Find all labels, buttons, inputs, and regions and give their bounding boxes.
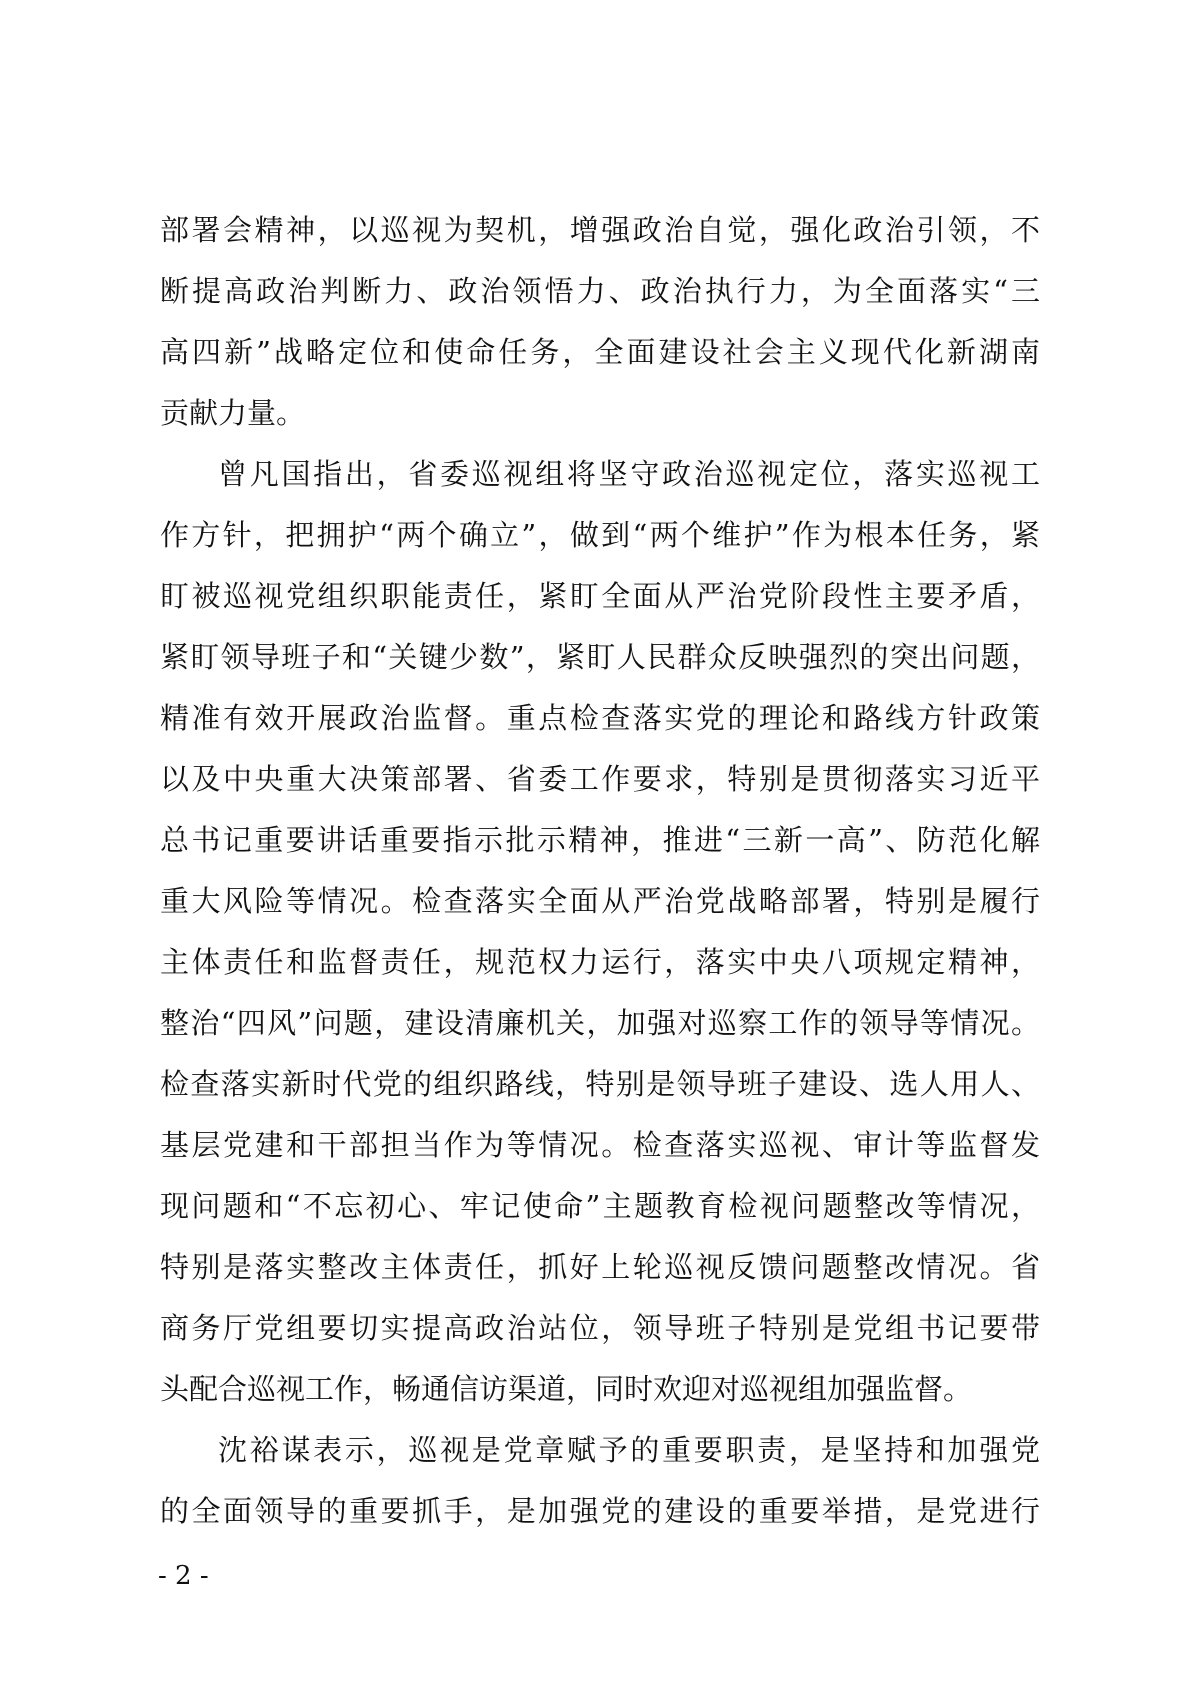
text-line: 基层党建和干部担当作为等情况。检查落实巡视、审计等监督发 [160, 1128, 1040, 1162]
text-line: 主体责任和监督责任，规范权力运行，落实中央八项规定精神， [160, 945, 1040, 979]
text-line: 现问题和“不忘初心、牢记使命”主题教育检视问题整改等情况， [160, 1189, 1040, 1223]
paragraph-2 [160, 444, 1040, 1420]
text-line: 以及中央重大决策部署、省委工作要求，特别是贯彻落实习近平 [160, 762, 1040, 796]
text-line: 检查落实新时代党的组织路线，特别是领导班子建设、选人用人、 [160, 1067, 1040, 1101]
text-line: 曾凡国指出，省委巡视组将坚守政治巡视定位，落实巡视工 [218, 457, 1040, 491]
text-line: 重大风险等情况。检查落实全面从严治党战略部署，特别是履行 [160, 884, 1040, 918]
text-line: 特别是落实整改主体责任，抓好上轮巡视反馈问题整改情况。省 [160, 1250, 1040, 1284]
paragraph-1 [160, 200, 1040, 444]
text-line: 精准有效开展政治监督。重点检查落实党的理论和路线方针政策 [160, 701, 1040, 735]
text-line: 整治“四风”问题，建设清廉机关，加强对巡察工作的领导等情况。 [160, 1006, 1040, 1040]
paragraph-3 [160, 1420, 1040, 1542]
text-line: 盯被巡视党组织职能责任，紧盯全面从严治党阶段性主要矛盾， [160, 579, 1040, 613]
text-line: 的全面领导的重要抓手，是加强党的建设的重要举措，是党进行 [160, 1494, 1040, 1528]
text-line: 沈裕谋表示，巡视是党章赋予的重要职责，是坚持和加强党 [218, 1433, 1040, 1467]
body-text [160, 200, 1040, 1542]
text-line: 作方针，把拥护“两个确立”，做到“两个维护”作为根本任务，紧 [160, 518, 1040, 552]
text-line: 紧盯领导班子和“关键少数”，紧盯人民群众反映强烈的突出问题， [160, 640, 1040, 674]
text-line: 高四新”战略定位和使命任务，全面建设社会主义现代化新湖南 [160, 335, 1040, 369]
page-number: - 2 - [158, 1561, 209, 1591]
text-line: 断提高政治判断力、政治领悟力、政治执行力，为全面落实“三 [160, 274, 1040, 308]
text-line: 商务厅党组要切实提高政治站位，领导班子特别是党组书记要带 [160, 1311, 1040, 1345]
text-line: 部署会精神，以巡视为契机，增强政治自觉，强化政治引领，不 [160, 213, 1040, 247]
text-line: 总书记重要讲话重要指示批示精神，推进“三新一高”、防范化解 [160, 823, 1040, 857]
text-line: 贡献力量。 [160, 396, 306, 430]
text-line: 头配合巡视工作，畅通信访渠道，同时欢迎对巡视组加强监督。 [160, 1372, 973, 1406]
